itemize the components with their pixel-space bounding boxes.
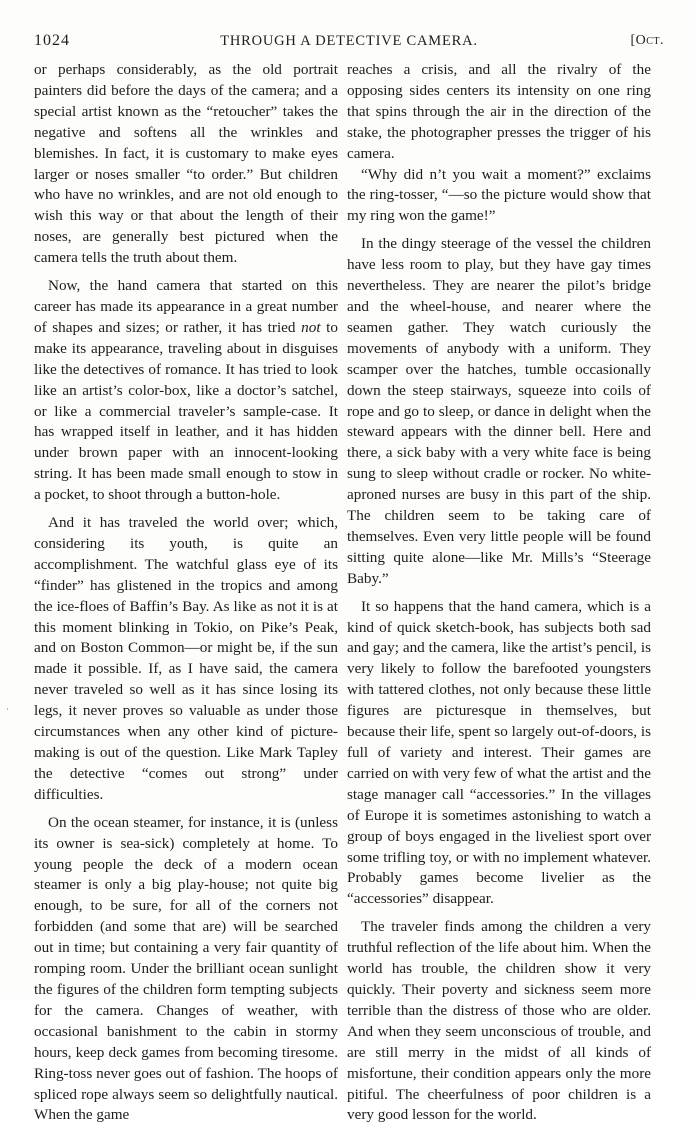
- running-head: [34, 32, 664, 52]
- paragraph-steerage: In the dingy steerage of the vessel the children have less room to play, but they have gay times nevertheless. They are nearer the pilot’s bridge and the wheel-house, and nearer where the seamen gather. They watch curiously the movements of anybody with a uniform. They scamper over the hatches, tumble occasionally down the steep stairways, squeeze into coils of rope and go to sleep, or dance in delight when the steward appears with the dinner bell. Here and there, a sick baby with a very white face is being sung to sleep without cradle or rocker. No white-aproned nurses are busy in this part of the ship. The children seem to be taking care of themselves. Even very little people will be found sitting quite alone—like Mr. Mills’s “Steerage Baby.”: [347, 235, 651, 587]
- paragraph-sketch-book: It so happens that the hand camera, which is a kind of quick sketch-book, has subjects both sad and gay; and the camera, like the artist’s pencil, is very likely to follow the barefooted youngsters with tattered clothes, not only because these little figures are picturesque in themselves, but because their life, spent so largely out-of-doors, is full of variety and interest. Their games are carried on with very few of what the artist and the stage manager call “accessories.” In the villages of Europe it is sometimes astonishing to watch a group of boys engaged in the liveliest sport over some trifling toy, or with no implement whatever. Probably games become livelier as the “accessories” disappear.: [347, 597, 651, 908]
- paragraph-text: to make its appearance, traveling about in disguises like the detectives of romance. It has tried to look like an artist’s color-box, like a doctor’s satchel, or like a commercial traveler’s sample-case. It has wrapped itself in leather, and it has hidden under brown paper with an innocent-looking string. It has been made small enough to stow in a pocket, to shoot through a button-hole.: [34, 318, 338, 504]
- paragraph-traveler-reflection: The traveler finds among the children a very truthful reflection of the life about him. When the world has trouble, the children show it very quickly. Their poverty and sickness seem more terrible than the distress of those who are older. And when they seem unconscious of trouble, and are still merry in the midst of all kinds of misfortune, their condition appears only the more pitiful. The cheerfulness of poor children is a very good lesson for the world.: [347, 918, 651, 1124]
- left-column: [34, 60, 338, 1126]
- paragraph-continued: reaches a crisis, and all the rivalry of the opposing sides centers its intensity on one ring that spins through the air in the direction of the stake, the photographer presses the trigger of his camera.: [347, 61, 651, 162]
- running-title: THROUGH A DETECTIVE CAMERA.: [220, 33, 478, 49]
- paragraph-text: Now, the hand camera that started on this career has made its appearance in a great number of shapes and sizes; or rather, it has tried: [34, 277, 338, 336]
- right-column: [347, 60, 651, 1126]
- paragraph-traveled-world: And it has traveled the world over; which, considering its youth, is quite an accomplishment. The watchful glass eye of its “finder” has glistened in the tropics and among the ice-floes of Baffin’s Bay. As like as not it is at this moment blinking in Tokio, on Pike’s Peak, and on Boston Common—or might be, if the sun made it possible. If, as I have said, the camera never traveled so well as it has since losing its legs, it never proves so valuable as under those circumstances when any other kind of picture-making is out of the question. Like Mark Tapley the detective “comes out strong” under difficulties.: [34, 514, 338, 803]
- paragraph-ocean-steamer: On the ocean steamer, for instance, it is (unless its owner is sea-sick) completely at home. To young people the deck of a modern ocean steamer is only a big play-house; not quite big enough, to be sure, for all of the corners not forbidden (and some that are) will be searched out in time; but containing a very fair quantity of romping room. Under the brilliant ocean sunlight the figures of the children form tempting subjects for the camera. Changes of weather, with occasional banishment to the cabin in stormy hours, keep deck games from becoming tiresome. Ring-toss never goes out of fashion. The hoops of spliced rope always seem so delightfully nautical. When the game: [34, 813, 338, 1124]
- paragraph-continued: or perhaps considerably, as the old portrait painters did before the days of the camera; and a special artist known as the “retoucher” takes the negative and softens all the wrinkles and blemishes. In fact, it is customary to make eyes larger or noses smaller “to order.” But children who have no wrinkles, and are not old enough to wish this way or that about the length of their noses, are generally best pictured when the camera tells the truth about them.: [34, 61, 338, 267]
- emphasized-word: not: [301, 318, 321, 336]
- paragraph-hand-camera-disguises: [34, 276, 338, 506]
- page-number: 1024: [34, 32, 70, 49]
- issue-month: [Oct.: [630, 33, 664, 48]
- margin-speck: ‘: [6, 706, 9, 716]
- paragraph-ring-tosser: “Why did n’t you wait a moment?” exclaims the ring-tosser, “—so the picture would show that my ring won the game!”: [347, 165, 651, 225]
